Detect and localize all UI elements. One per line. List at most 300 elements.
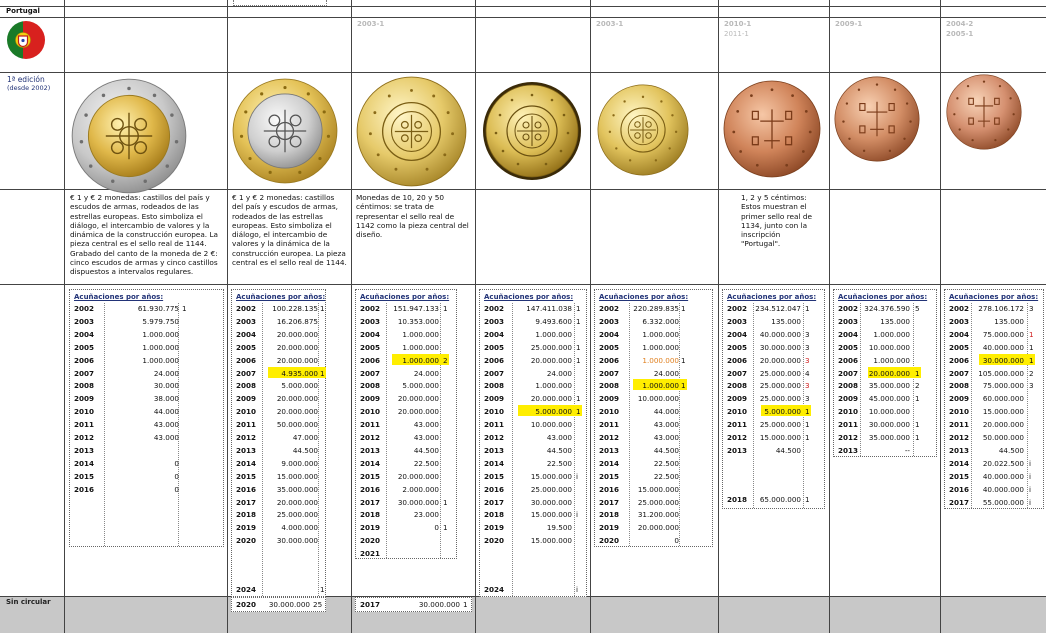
mintage-quantity: 43.000 [413,433,439,442]
uncirculated-label: Sin circular [6,598,51,606]
col-line [940,0,941,633]
mintage-year: 2009 [949,394,970,404]
mintage-quantity: 40.000.000 [982,471,1024,481]
mintage-row [723,392,824,405]
mintage-row [945,483,1043,496]
coin-2-cent-image[interactable] [834,76,920,162]
mintage-year: 2002 [484,304,505,313]
mintage-row [834,405,936,418]
mintage-year: 2019 [599,523,620,533]
mintage-quantity: 47.000 [292,433,318,442]
mintage-year: 2008 [236,381,257,391]
mintage-year: 2011 [599,420,620,430]
mintage-row [70,302,223,315]
mintage-year: 2017 [599,497,620,507]
mintage-row [356,302,456,315]
mintage-year: 2021 [360,549,381,559]
mintage-year: 2011 [236,420,257,430]
mintage-row [945,392,1043,405]
mintage-year: 2003 [236,316,257,326]
mintage-quantity: 30.000.000 [868,420,910,430]
coin-10-cent-image[interactable] [597,84,689,176]
mintage-year: 2018 [484,510,505,520]
mintage-row [70,367,223,380]
mintage-quantity: 5.000.000 [281,381,318,391]
mintage-row [232,418,325,431]
mintage-row [480,328,586,341]
mintage-flag: i [1029,458,1031,468]
mintage-quantity: 0 [174,484,179,494]
mintage-year: 2009 [74,394,95,404]
mintage-flag: i [576,585,578,594]
mintage-row [595,444,712,457]
mintage-quantity: 20.000.000 [397,407,439,417]
mintage-row [232,379,325,392]
mintage-row [945,328,1043,341]
coin-5-cent-image[interactable] [723,80,821,178]
mintage-year: 2018 [727,495,748,504]
portugal-flag-icon [7,21,45,59]
mintage-quantity: 15.000.000 [530,471,572,481]
desc-50-cent: Monedas de 10, 20 y 50 céntimos: se trata de representar el sello real de 1142 como la pieza central del diseño. [356,193,469,240]
mintage-year: 2012 [360,433,381,442]
mintage-quantity: 324.376.590 [864,304,910,313]
mintage-quantity: 10.353.000 [397,316,439,326]
mintage-year: 2014 [484,458,505,468]
mintage-flag: 1 [576,394,581,404]
mintage-box-1-euro [231,289,326,597]
mintage-quantity: 20.000.000 [276,329,318,339]
mintage-quantity: 25.000.000 [530,484,572,494]
mintage-year: 2004 [74,329,95,339]
mintage-row [723,367,824,380]
mintage-year: 2016 [599,484,620,494]
mintage-quantity: 44.500 [413,445,439,455]
mintage-year: 2014 [74,458,95,468]
edition-title: 1ª edición [7,75,45,84]
mintage-row [480,483,586,496]
mintage-quantity: 147.411.038 [526,304,572,313]
mintage-year: 2007 [360,368,381,378]
mintage-quantity: 44.500 [998,445,1024,455]
mintage-row [356,547,456,560]
mintage-row [945,444,1043,457]
mintage-quantity: 44.000 [153,407,179,417]
mintage-quantity: 20.000.000 [276,355,318,365]
mintage-year: 2013 [360,445,381,455]
mintage-row [480,534,586,547]
mintage-title: Acuñaciones por años: [949,293,1039,301]
mintage-row [723,405,824,418]
mintage-quantity: 30.000 [153,381,179,391]
mintage-quantity: 1.000.000 [142,355,179,365]
mintage-flag: 1 [805,407,810,417]
mintage-year: 2013 [236,445,257,455]
mintage-year: 2005 [599,342,620,352]
col-line [718,0,719,633]
mintage-row [834,354,936,367]
coin-20-cent-image[interactable] [482,81,582,181]
mintage-quantity: 44.000 [653,407,679,417]
uncirc-box-50-cent [355,597,472,612]
mintage-year: 2012 [74,433,95,442]
mintage-quantity: 43.000 [413,420,439,430]
mintage-quantity: 22.500 [546,458,572,468]
mintage-title: Acuñaciones por años: [484,293,574,301]
coin-1-euro-image[interactable] [232,78,338,184]
mintage-year: 2008 [599,381,620,391]
mintage-flag: 1 [182,304,187,313]
mintage-quantity: 24.000 [413,368,439,378]
mintage-quantity: 105.000.000 [978,368,1024,378]
mintage-flag: 1 [681,304,686,313]
mintage-row [595,496,712,509]
mintage-quantity: -- [904,445,910,455]
mintage-year: 2007 [599,368,620,378]
mintage-year: 2024 [484,585,505,594]
mintage-year: 2009 [236,394,257,404]
mintage-row [723,431,824,444]
uncirc-flag: 25 [313,600,323,609]
mintage-year: 2006 [360,355,381,365]
mintage-year: 2016 [236,484,257,494]
mintage-box-2-cent [833,289,937,457]
mintage-year: 2002 [727,304,748,313]
mintage-quantity: 1.000.000 [535,381,572,391]
mintage-year: 2009 [484,394,505,404]
mintage-row [232,315,325,328]
mintage-quantity: 10.000.000 [868,342,910,352]
mintage-year: 2003 [599,316,620,326]
mintage-quantity: 61.930.775 [137,304,179,313]
mintage-flag: 3 [805,355,810,365]
mintage-year: 2011 [484,420,505,430]
mintage-row [945,379,1043,392]
mintage-quantity: 20.000.000 [397,394,439,404]
mintage-row [70,392,223,405]
mintage-quantity: 60.000.000 [982,394,1024,404]
mintage-year: 2005 [236,342,257,352]
mintage-quantity: 30.000.000 [982,355,1024,365]
mintage-year: 2008 [360,381,381,391]
mintage-row [232,583,325,596]
mintage-row [723,302,824,315]
mintage-row [232,521,325,534]
mintage-quantity: 6.332.000 [642,316,679,326]
mintage-year: 2002 [838,304,859,313]
mintage-row [480,405,586,418]
mintage-row [480,392,586,405]
mintage-row [480,457,586,470]
mintage-quantity: 38.000 [153,394,179,404]
coin-2-euro-image[interactable] [71,78,187,194]
mintage-flag: 1 [805,304,810,313]
mintage-flag: 1 [443,304,448,313]
desc-5-cent: 1, 2 y 5 céntimos: Estos muestran el primer sello real de 1134, junto con la inscripción "Portugal". [741,193,812,249]
col-line [351,0,352,633]
mintage-quantity: 15.000.000 [637,484,679,494]
year-code-c1c-b: 2005-1 [946,30,974,38]
mintage-quantity: 20.000.000 [759,355,801,365]
mintage-flag: 1 [576,407,581,417]
mintage-year: 2004 [599,329,620,339]
edition-label [7,75,50,93]
mintage-year: 2017 [236,497,257,507]
mintage-year: 2005 [727,342,748,352]
mintage-row [945,315,1043,328]
mintage-year: 2003 [949,316,970,326]
mintage-year: 2011 [360,420,381,430]
mintage-row [70,405,223,418]
mintage-quantity: 25.000.000 [637,497,679,507]
mintage-row [70,418,223,431]
coin-50-cent-image[interactable] [356,76,467,187]
mintage-year: 2012 [838,433,859,442]
mintage-quantity: 1.000.000 [642,329,679,339]
mintage-year: 2007 [727,368,748,378]
mintage-quantity: 1.000.000 [142,342,179,352]
mintage-flag: 1 [320,585,325,594]
mintage-flag: i [576,471,578,481]
row-line [0,284,1046,285]
mintage-year: 2006 [727,355,748,365]
mintage-quantity: 4.000.000 [281,523,318,533]
desc-2-euro: € 1 y € 2 monedas: castillos del país y escudos de armas, rodeados de las estrellas europeas. Esto simboliza el diálogo, el intercambio de valores y la dinámica de la construcción europea. La pieza central es el sello real de 1144. Grabado del canto de la moneda de 2 €: cinco escudos de armas y cinco castillos dispuestos a intervalos regulares. [70,193,218,277]
mintage-year: 2016 [484,484,505,494]
row-line [0,6,1046,7]
mintage-flag: 3 [1029,381,1034,391]
mintage-quantity: 25.000.000 [759,381,801,391]
mintage-row [595,431,712,444]
mintage-row [232,508,325,521]
mintage-year: 2012 [484,433,505,442]
mintage-quantity: 1.000.000 [142,329,179,339]
mintage-row [70,328,223,341]
mintage-year: 2010 [236,407,257,417]
uncirc-qty: 30.000.000 [268,600,310,609]
mintage-quantity: 1.000.000 [402,342,439,352]
mintage-row [945,457,1043,470]
mintage-year: 2008 [838,381,859,391]
mintage-quantity: 0 [174,471,179,481]
mintage-row [356,315,456,328]
mintage-year: 2002 [236,304,257,313]
mintage-year: 2010 [484,407,505,417]
mintage-year: 2015 [484,471,505,481]
mintage-quantity: 0 [174,458,179,468]
mintage-quantity: 1.000.000 [535,329,572,339]
mintage-year: 2005 [949,342,970,352]
mintage-row [70,470,223,483]
mintage-quantity: 43.000 [546,433,572,442]
mintage-quantity: 1.000.000 [873,355,910,365]
mintage-quantity: 25.000.000 [530,342,572,352]
mintage-year: 2009 [360,394,381,404]
mintage-quantity: 15.000.000 [759,433,801,442]
year-code-c50: 2003-1 [357,20,385,28]
mintage-year: 2008 [949,381,970,391]
mintage-row [945,367,1043,380]
mintage-year: 2011 [838,420,859,430]
mintage-row [834,315,936,328]
edition-sub: (desde 2002) [7,84,51,92]
mintage-quantity: 24.000 [153,368,179,378]
col-line [590,0,591,633]
mintage-flag: 1 [320,304,325,313]
mintage-quantity: 75.000.000 [982,381,1024,391]
mintage-row [232,483,325,496]
mintage-quantity: 55.000.000 [982,497,1024,507]
col-line [227,0,228,633]
col-line [829,0,830,633]
mintage-year: 2008 [484,381,505,391]
row-line [0,72,1046,73]
mintage-quantity: 30.000.000 [759,342,801,352]
mintage-flag: 3 [1029,304,1034,313]
mintage-row [945,470,1043,483]
mintage-year: 2024 [236,585,257,594]
mintage-quantity: 30.000.000 [397,497,439,507]
mintage-row [480,315,586,328]
mintage-year: 2019 [236,523,257,533]
mintage-row [232,496,325,509]
mintage-year: 2002 [360,304,381,313]
mintage-year: 2019 [360,523,381,533]
mintage-row [834,341,936,354]
mintage-quantity: 10.000.000 [530,420,572,430]
mintage-row [480,521,586,534]
mintage-year: 2020 [360,536,381,546]
mintage-year: 2010 [838,407,859,417]
mintage-row [834,431,936,444]
mintage-row [356,534,456,547]
mintage-row [70,341,223,354]
mintage-row [595,328,712,341]
year-code-c2c: 2009-1 [835,20,863,28]
mintage-quantity: 50.000.000 [982,433,1024,442]
mintage-year: 2013 [949,445,970,455]
mintage-row [356,483,456,496]
mintage-year: 2018 [360,510,381,520]
mintage-title: Acuñaciones por años: [599,293,689,301]
mintage-quantity: 19.500 [546,523,572,533]
mintage-year: 2017 [360,497,381,507]
mintage-row [356,405,456,418]
mintage-quantity: 20.000.000 [276,497,318,507]
mintage-quantity: 31.200.000 [637,510,679,520]
mintage-quantity: 50.000.000 [276,420,318,430]
mintage-quantity: 20.022.500 [982,458,1024,468]
mintage-title: Acuñaciones por años: [74,293,164,301]
mintage-quantity: 20.000.000 [276,394,318,404]
mintage-year: 2007 [236,368,257,378]
mintage-year: 2020 [484,536,505,546]
mintage-year: 2012 [236,433,257,442]
mintage-row [723,418,824,431]
mintage-row [834,302,936,315]
mintage-row [834,392,936,405]
mintage-row [356,470,456,483]
mintage-quantity: 135.000 [994,316,1024,326]
mintage-quantity: 234.512.047 [755,304,801,313]
mintage-row [232,534,325,547]
mintage-year: 2013 [484,445,505,455]
mintage-quantity: 1.000.000 [402,329,439,339]
coin-1-cent-image[interactable] [946,74,1022,150]
mintage-year: 2015 [599,471,620,481]
mintage-flag: 3 [805,329,810,339]
mintage-year: 2006 [236,355,257,365]
mintage-row [723,341,824,354]
mintage-quantity: 43.000 [153,433,179,442]
mintage-year: 2005 [360,342,381,352]
desc-1-euro: € 1 y € 2 monedas: castillos del país y escudos de armas, rodeados de las estrellas europeas. Esto simboliza el diálogo, el intercambio de valores y la dinámica de la construcción europea. La pieza central es el sello real de 1144. [232,193,347,268]
year-code-c10: 2003-1 [596,20,624,28]
mintage-quantity: 44.500 [653,445,679,455]
mintage-quantity: 23.000 [413,510,439,520]
mintage-flag: 2 [1029,368,1034,378]
mintage-flag: 1 [1029,329,1034,339]
mintage-row [480,354,586,367]
mintage-year: 2008 [727,381,748,391]
col-line [475,0,476,633]
col-line [64,0,65,633]
mintage-year: 2014 [360,458,381,468]
mintage-year: 2020 [599,536,620,546]
mintage-title: Acuñaciones por años: [360,293,450,301]
mintage-row [834,328,936,341]
mintage-flag: 2 [915,381,920,391]
mintage-year: 2011 [949,420,970,430]
mintage-year: 2017 [484,497,505,507]
mintage-quantity: 25.000.000 [276,510,318,520]
mintage-year: 2019 [484,523,505,533]
mintage-year: 2015 [74,471,95,481]
mintage-quantity: 20.000.000 [276,342,318,352]
mintage-year: 2003 [727,316,748,326]
mintage-year: 2002 [599,304,620,313]
mintage-box-2-euro [69,289,224,547]
mintage-year: 2004 [236,329,257,339]
mintage-row [834,444,936,457]
mintage-flag: 1 [915,420,920,430]
top-stub [233,0,327,6]
country-label: Portugal [6,7,40,15]
mintage-year: 2004 [484,329,505,339]
mintage-row [356,341,456,354]
mintage-row [70,379,223,392]
mintage-quantity: 15.000.000 [982,407,1024,417]
mintage-quantity: 22.500 [653,458,679,468]
mintage-row [232,457,325,470]
mintage-flag: 1 [443,523,448,533]
mintage-row [945,496,1043,509]
mintage-row [356,431,456,444]
mintage-quantity: 43.000 [653,420,679,430]
mintage-year: 2005 [74,342,95,352]
mintage-year: 2004 [838,329,859,339]
mintage-title: Acuñaciones por años: [236,293,326,301]
mintage-year: 2006 [599,355,620,365]
mintage-quantity: 20.000.000 [982,420,1024,430]
mintage-row [232,302,325,315]
mintage-row [834,367,936,380]
mintage-box-1-cent [944,289,1044,509]
uncirc-flag: 1 [463,600,468,609]
mintage-row [595,534,712,547]
mintage-row [356,457,456,470]
mintage-year: 2002 [949,304,970,313]
